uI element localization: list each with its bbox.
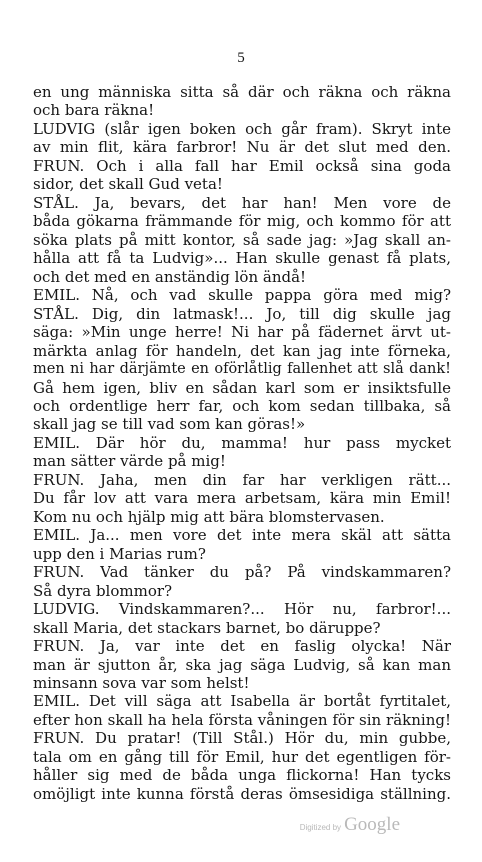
- text-line: hålla att få ta Ludvig»... Han skulle genast få plats,: [33, 249, 451, 268]
- text-line: LUDVIG. Vindskammaren?... Hör nu, farbror!...: [33, 600, 451, 619]
- text-line: STÅL. Dig, din latmask!... Jo, till dig skulle jag: [33, 304, 451, 323]
- text-line: skall jag se till vad som kan göras!»: [33, 415, 306, 434]
- watermark-prefix: Digitized by: [299, 823, 342, 832]
- text-line: håller sig med de båda unga flickorna! Han tycks: [33, 766, 451, 785]
- text-line: man är sjutton år, ska jag säga Ludvig, så kan man: [33, 655, 451, 674]
- text-line: STÅL. Ja, bevars, det har han! Men vore de: [33, 193, 451, 212]
- text-line: tala om en gång till för Emil, hur det egentligen för-: [33, 747, 451, 766]
- text-line: och det med en anständig lön ändå!: [33, 267, 307, 286]
- text-line: Gå hem igen, bliv en sådan karl som er insiktsfulle: [33, 378, 451, 397]
- text-line: och ordentlige herr far, och kom sedan tillbaka, så: [33, 396, 451, 415]
- text-line: efter hon skall ha hela första våningen för sin räkning!: [33, 710, 451, 729]
- text-line: omöjligt inte kunna förstå deras ömsesidiga ställning.: [33, 784, 451, 803]
- text-line: Kom nu och hjälp mig att bära blomstervasen.: [33, 507, 385, 526]
- text-line: FRUN. Vad tänker du på? På vindskammaren?: [33, 563, 451, 582]
- text-line: Så dyra blommor?: [33, 581, 173, 600]
- text-line: upp den i Marias rum?: [33, 544, 206, 563]
- text-line: EMIL. Ja... men vore det inte mera skäl att sätta: [33, 526, 451, 545]
- text-line: sidor, det skall Gud veta!: [33, 175, 223, 194]
- text-line: FRUN. Och i alla fall har Emil också sina goda: [33, 156, 451, 175]
- text-line: man sätter värde på mig!: [33, 452, 226, 471]
- text-line: EMIL. Där hör du, mamma! hur pass mycket: [33, 433, 451, 452]
- text-line: båda gökarna främmande för mig, och kommo för att: [33, 212, 451, 231]
- text-line: säga: »Min unge herre! Ni har på fädernet ärvt ut-: [33, 323, 451, 342]
- text-line: FRUN. Ja, var inte det en faslig olycka! När: [33, 637, 451, 656]
- text-line: och bara räkna!: [33, 101, 155, 120]
- digitized-by-google-watermark: [300, 814, 400, 836]
- text-line: FRUN. Du pratar! (Till Stål.) Hör du, min gubbe,: [33, 729, 451, 748]
- text-line: men ni har därjämte en oförlåtlig fallenhet att slå dank!: [33, 361, 451, 378]
- google-logo: Google: [344, 814, 400, 835]
- text-line: minsann sova var som helst!: [33, 674, 250, 692]
- text-line: skall Maria, det stackars barnet, bo däruppe?: [33, 618, 381, 637]
- page-number: 5: [237, 50, 245, 66]
- text-line: märkta anlag för handeln, det kan jag inte förneka,: [33, 341, 451, 360]
- text-line: LUDVIG (slår igen boken och går fram). Skryt inte: [33, 119, 451, 138]
- text-line: söka plats på mitt kontor, så sade jag: »Jag skall an-: [33, 230, 451, 249]
- text-line: EMIL. Nå, och vad skulle pappa göra med mig?: [33, 286, 451, 305]
- text-line: EMIL. Det vill säga att Isabella är bortåt fyrtitalet,: [33, 692, 451, 711]
- text-line: en ung människa sitta så där och räkna och räkna: [33, 83, 451, 101]
- text-line: FRUN. Jaha, men din far har verkligen rätt...: [33, 470, 451, 489]
- text-line: av min flit, kära farbror! Nu är det slut med den.: [33, 138, 451, 157]
- body-text: [33, 83, 451, 803]
- text-line: Du får lov att vara mera arbetsam, kära min Emil!: [33, 489, 451, 508]
